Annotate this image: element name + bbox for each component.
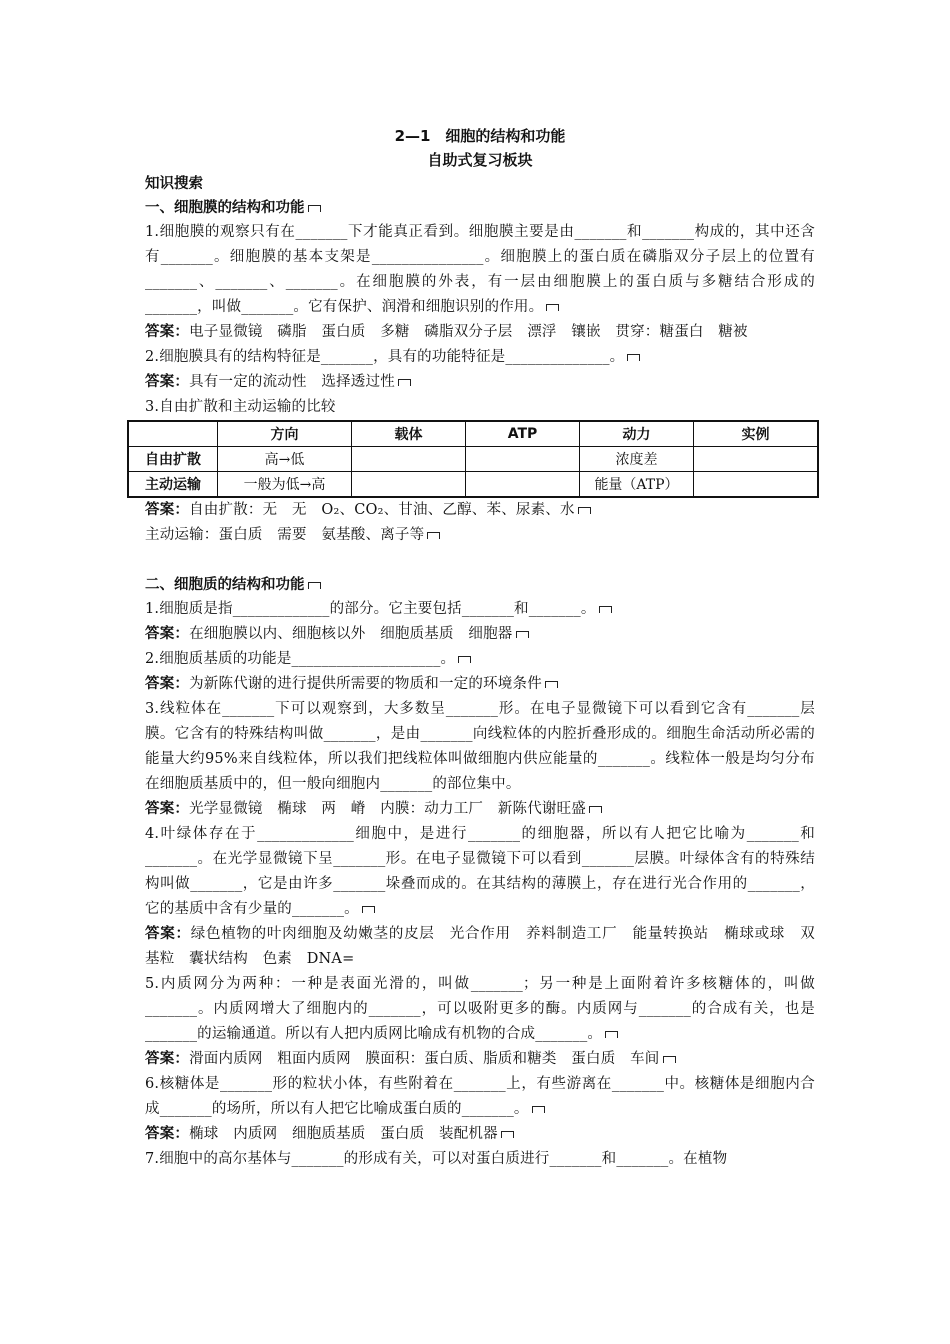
- s1-question-1: 1.细胞膜的观察只有在_______下才能真正看到。细胞膜主要是由_______和_______构成的，其中还含有_______。细胞膜的基本支架是_______________。细胞膜上的蛋白质在磷脂双分子层上的位置有_______、_______、_______。在细胞膜的外表，有一层由细胞膜上的蛋白质与多糖结合形成的_______，叫做_______。它有保护、润滑和细胞识别的作用。: [145, 224, 815, 315]
- s2-answer-1: 答案：在细胞膜以内、细胞核以外 细胞质基质 细胞器: [145, 622, 815, 647]
- table-header: 载体: [352, 421, 466, 447]
- s2-question-5: 5.内质网分为两种：一种是表面光滑的，叫做_______；另一种是上面附着许多核糖体的，叫做_______。内质网增大了细胞内的_______，可以吸附更多的酶。内质网与_______的合成有关，也是_______的运输通道。所以有人把内质网比喻成有机物的合成_______。: [145, 976, 815, 1042]
- table-header: ATP: [466, 421, 580, 447]
- s1-answer-3-active: 主动运输：蛋白质 需要 氨基酸、离子等: [145, 523, 815, 548]
- s2-question-4: 4.叶绿体存在于_____________细胞中，是进行_______的细胞器，所以有人把它比喻为_______和_______。在光学显微镜下呈_______形。在电子显微镜下可以看到_______层膜。叶绿体含有的特殊结构叫做_______，它是由许多_______垛叠而成的。在其结构的薄膜上，存在进行光合作用的_______，它的基质中含有少量的_______。: [145, 826, 815, 917]
- s2-question-3: 3.线粒体在_______下可以观察到，大多数呈_______形。在电子显微镜下可以看到它含有_______层膜。它含有的特殊结构叫做_______，是由_______向线粒体的内腔折叠形成的。细胞生命活动所必需的能量大约95%来自线粒体，所以我们把线粒体叫做细胞内供应能量的_______。线粒体一般是均匀分布在细胞质基质中的，但一般向细胞内_______的部位集中。: [145, 701, 815, 792]
- table-cell: [352, 472, 466, 498]
- table-cell: 能量（ATP）: [580, 472, 694, 498]
- return-mark-icon: [516, 631, 529, 638]
- return-mark-icon: [627, 354, 640, 361]
- s1-answer-3-free: 答案：自由扩散：无 无 O₂、CO₂、甘油、乙醇、苯、尿素、水: [145, 498, 815, 523]
- document-title: 2—1 细胞的结构和功能: [394, 127, 566, 145]
- table-row: [128, 472, 818, 498]
- return-mark-icon: [545, 681, 558, 688]
- return-mark-icon: [308, 582, 321, 589]
- heading-knowledge-search: 知识搜索: [145, 176, 203, 192]
- table-row: [128, 447, 818, 472]
- s1-question-3: 3.自由扩散和主动运输的比较: [145, 399, 336, 415]
- s2-question-7: 7.细胞中的高尔基体与_______的形成有关，可以对蛋白质进行_______和_______。在植物: [145, 1151, 728, 1167]
- return-mark-icon: [663, 1056, 676, 1063]
- return-mark-icon: [458, 656, 471, 663]
- return-mark-icon: [427, 532, 440, 539]
- table-cell: 自由扩散: [128, 447, 218, 472]
- s2-answer-5: 答案：滑面内质网 粗面内质网 膜面积：蛋白质、脂质和糖类 蛋白质 车间: [145, 1047, 815, 1072]
- document-subtitle: 自助式复习板块: [427, 151, 533, 169]
- s2-answer-4: 答案：绿色植物的叶肉细胞及幼嫩茎的皮层 光合作用 养料制造工厂 能量转换站 椭球或球 双 基粒 囊状结构 色素 DNA=: [145, 926, 830, 967]
- section1-title: 一、细胞膜的结构和功能: [145, 196, 815, 220]
- return-mark-icon: [362, 906, 375, 913]
- table-cell: [694, 447, 819, 472]
- s1-answer-1: 答案：电子显微镜 磷脂 蛋白质 多糖 磷脂双分子层 漂浮 镶嵌 贯穿：糖蛋白 糖被: [145, 324, 748, 340]
- s2-answer-6: 答案：椭球 内质网 细胞质基质 蛋白质 装配机器: [145, 1122, 815, 1147]
- return-mark-icon: [398, 379, 411, 386]
- s2-answer-3: 答案：光学显微镜 椭球 两 嵴 内膜：动力工厂 新陈代谢旺盛: [145, 797, 815, 822]
- table-cell: 主动运输: [128, 472, 218, 498]
- return-mark-icon: [599, 606, 612, 613]
- table-header-row: [128, 421, 818, 447]
- section2-title: 二、细胞质的结构和功能: [145, 573, 815, 597]
- return-mark-icon: [605, 1031, 618, 1038]
- spacer: [145, 548, 815, 573]
- table-header: 方向: [218, 421, 352, 447]
- s1-question-2: 2.细胞膜具有的结构特征是_______，具有的功能特征是______________。: [145, 345, 815, 370]
- table-cell: [694, 472, 819, 498]
- return-mark-icon: [589, 806, 602, 813]
- table-header: 实例: [694, 421, 819, 447]
- s2-answer-2: 答案：为新陈代谢的进行提供所需要的物质和一定的环境条件: [145, 672, 815, 697]
- table-cell: [466, 447, 580, 472]
- table-header: 动力: [580, 421, 694, 447]
- table-cell: [466, 472, 580, 498]
- table-cell: [352, 447, 466, 472]
- return-mark-icon: [578, 507, 591, 514]
- s1-answer-2: 答案：具有一定的流动性 选择透过性: [145, 370, 815, 395]
- return-mark-icon: [501, 1131, 514, 1138]
- return-mark-icon: [546, 304, 559, 311]
- table-cell: 高→低: [218, 447, 352, 472]
- table-cell: 一般为低→高: [218, 472, 352, 498]
- return-mark-icon: [532, 1106, 545, 1113]
- table-cell: 浓度差: [580, 447, 694, 472]
- table-header: [128, 421, 218, 447]
- return-mark-icon: [308, 205, 321, 212]
- s2-question-2: 2.细胞质基质的功能是____________________。: [145, 647, 815, 672]
- comparison-table: [127, 420, 819, 498]
- s2-question-1: 1.细胞质是指_____________的部分。它主要包括_______和_______。: [145, 597, 815, 622]
- document-page: [145, 124, 830, 1172]
- s2-question-6: 6.核糖体是_______形的粒状小体，有些附着在_______上，有些游离在_______中。核糖体是细胞内合成_______的场所，所以有人把它比喻成蛋白质的_______。: [145, 1076, 815, 1117]
